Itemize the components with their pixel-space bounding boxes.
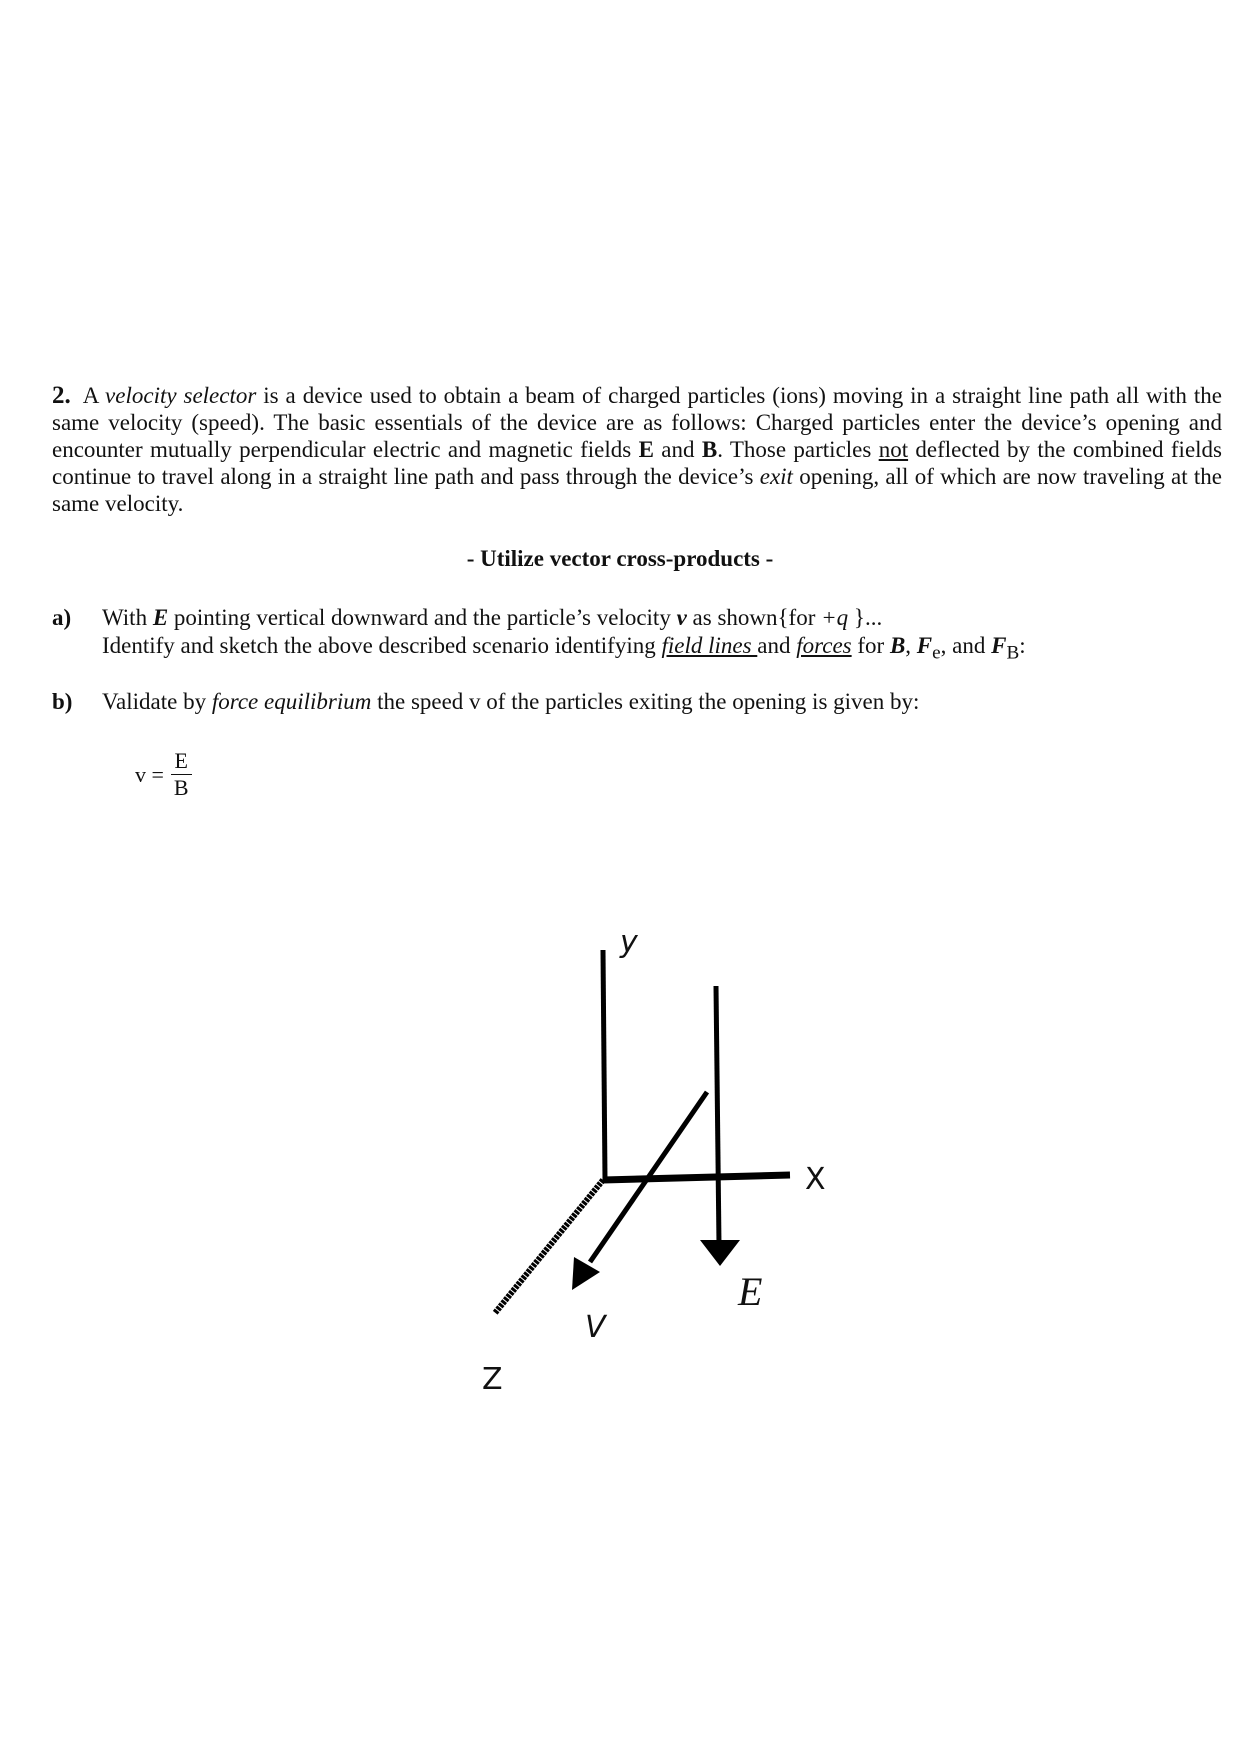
z-axis-label: Z bbox=[482, 1362, 503, 1397]
x-axis-label: X bbox=[805, 1162, 826, 1197]
y-axis bbox=[603, 950, 605, 1180]
e-label: E bbox=[738, 1269, 763, 1314]
hint-heading: - Utilize vector cross-products - bbox=[466, 546, 774, 571]
v-label: V bbox=[585, 1310, 606, 1345]
e-arrowhead bbox=[700, 1240, 740, 1266]
e-field-line bbox=[716, 986, 719, 1245]
formula-v-equals-e-over-b: v = $\frac{E}{B}$ bbox=[135, 748, 193, 801]
part-b: b) Validate by force equilibrium the speed v of the particles exiting the opening is given by: bbox=[52, 689, 920, 714]
y-axis-label: y bbox=[620, 925, 638, 960]
velocity-arrowhead bbox=[572, 1257, 600, 1290]
x-axis bbox=[603, 1175, 790, 1180]
part-a: a) With E pointing vertical downward and the particle’s velocity v as shown{for +q }... Identify and sketch the above described scenario identifying field lines and forces for B, $F_e$, and $F_B$: bbox=[52, 605, 1026, 664]
problem-statement: 2. A velocity selector is a device used to obtain a beam of charged particles (ions) moving in a straight line path all with the same velocity (speed). The basic essentials of the device are as follows: Charged particles enter the device’s opening and encounter mutually perpendicular electric and magnetic fields E and B. Those particles not deflected by the combined fields continue to travel along in a straight line path and pass through the device’s exit opening, all of which are now traveling at the same velocity. bbox=[52, 382, 1222, 516]
z-axis bbox=[495, 1180, 603, 1313]
problem-number: 2. bbox=[52, 382, 71, 409]
